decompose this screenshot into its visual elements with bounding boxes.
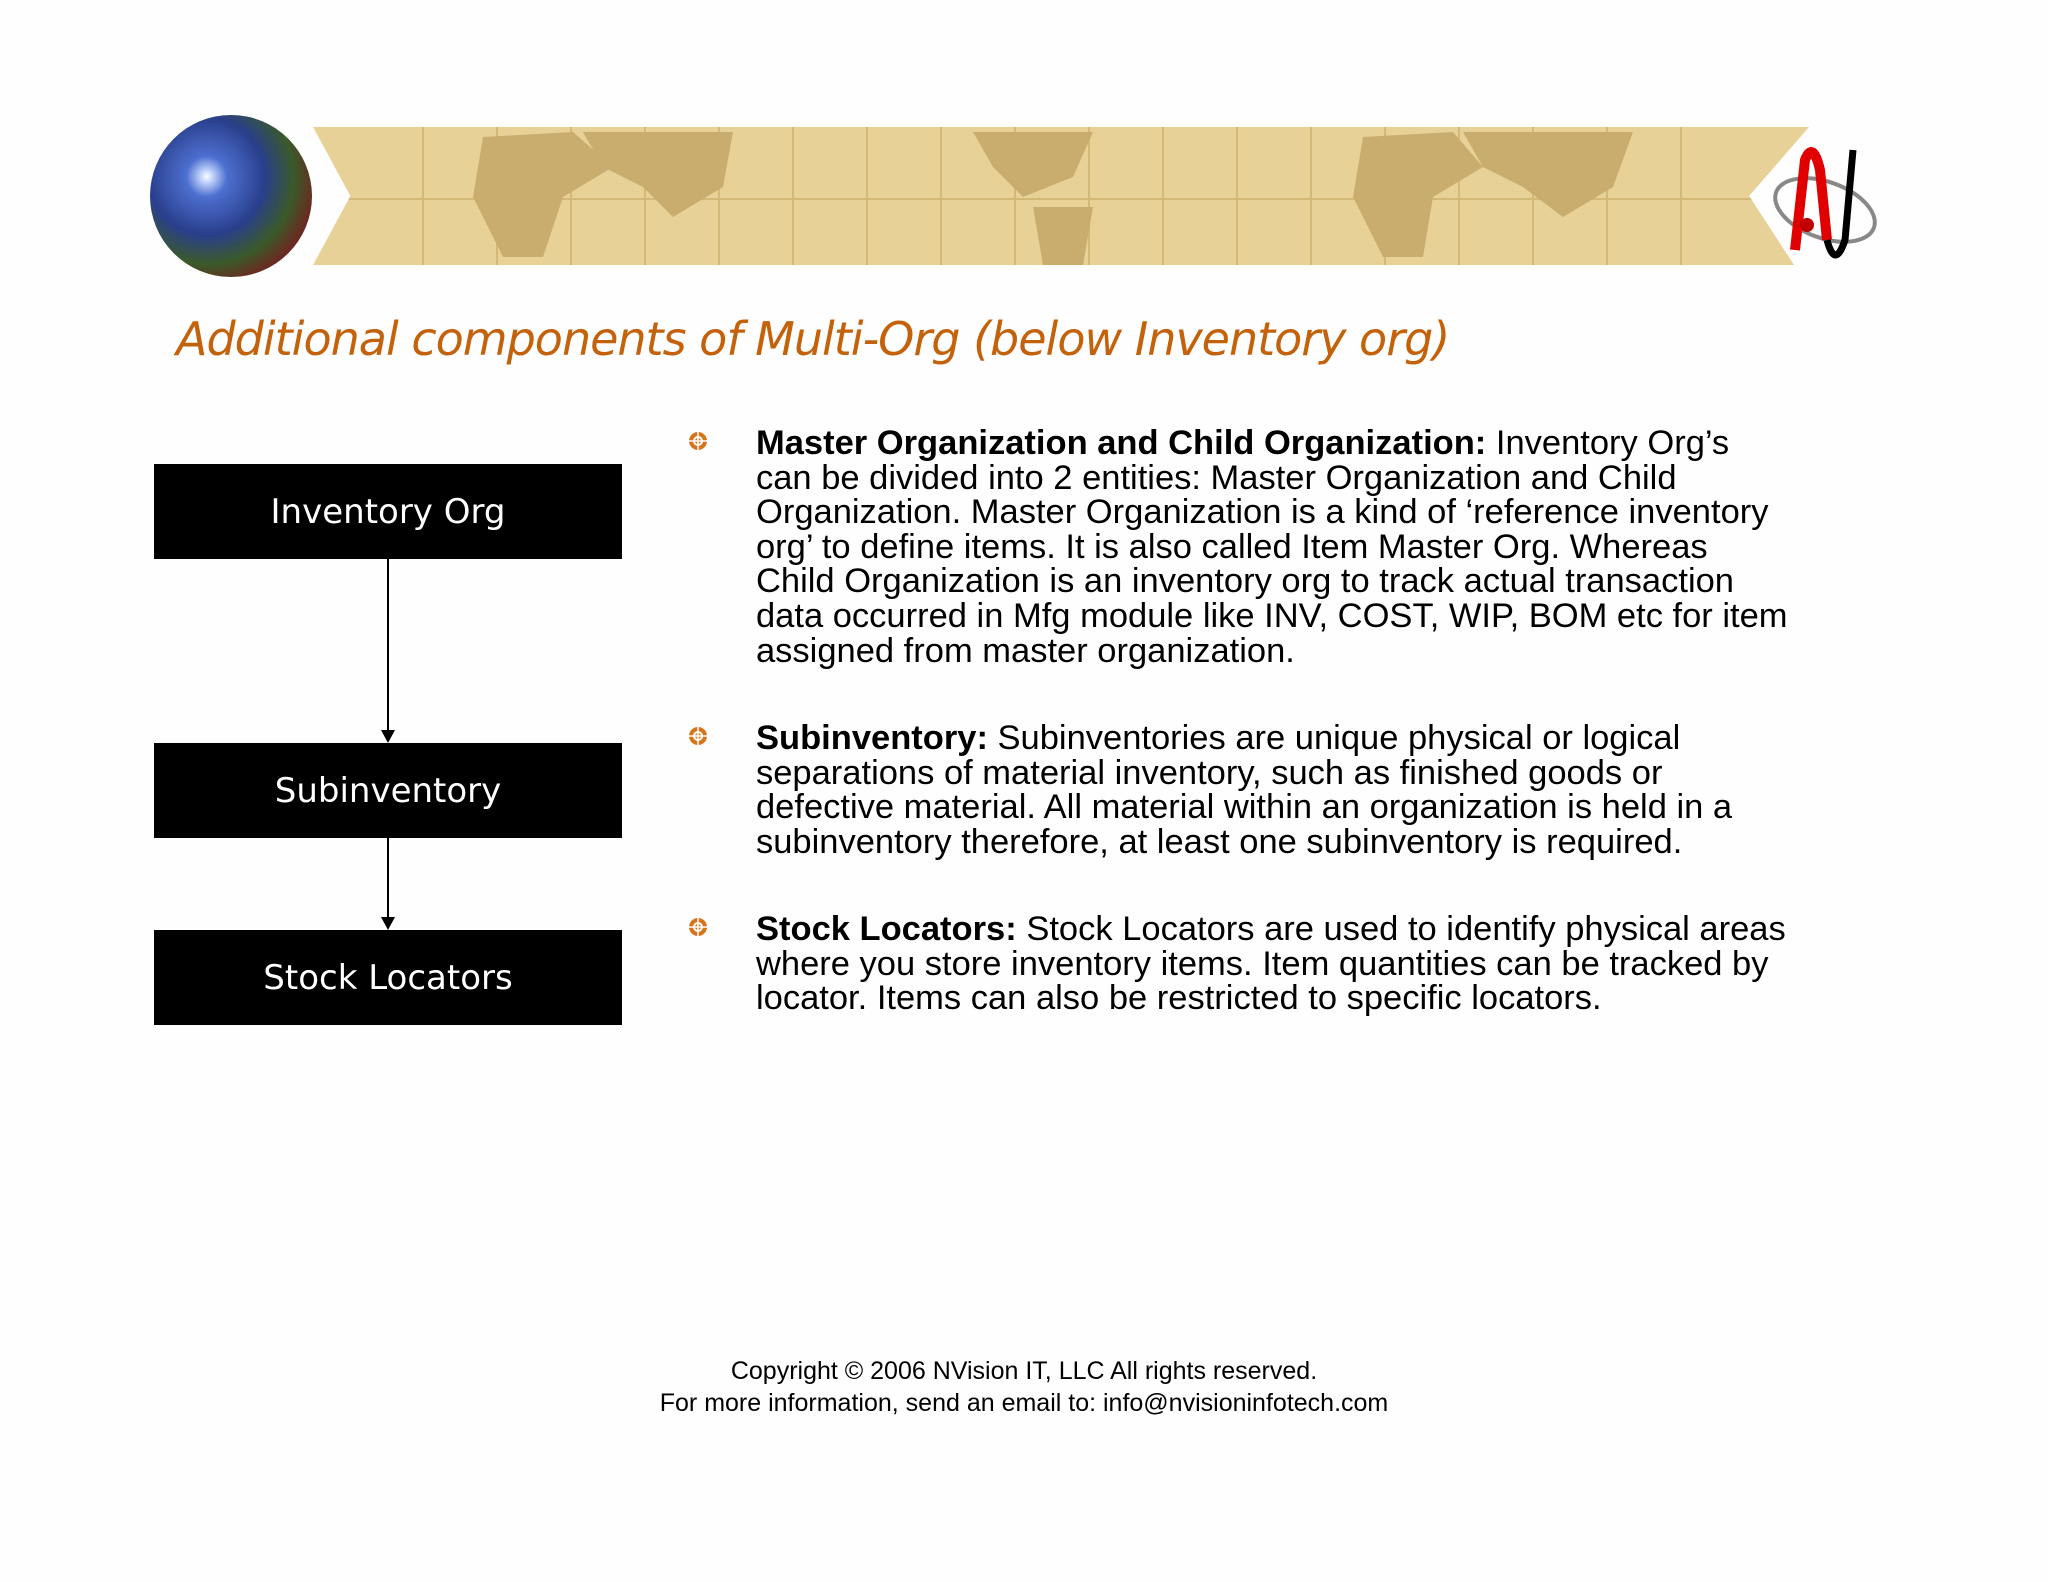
bullet-text: Organization. Master Organization is a kind of ‘reference inventory bbox=[756, 493, 1769, 532]
bullet-text: subinventory therefore, at least one subinventory is required. bbox=[756, 822, 1683, 861]
bullet-term: Subinventory: bbox=[756, 719, 988, 757]
bullet-text: where you store inventory items. Item quantities can be tracked by bbox=[756, 944, 1769, 983]
arrow-down-icon bbox=[381, 730, 395, 743]
bullet-text: Stock Locators are used to identify physical areas bbox=[1016, 910, 1786, 948]
bullet-text: Child Organization is an inventory org to track actual transaction bbox=[756, 562, 1734, 601]
diagram-box-inventory-org: Inventory Org bbox=[154, 464, 622, 559]
globe-image bbox=[150, 115, 312, 277]
page-title: Additional components of Multi-Org (below Inventory org) bbox=[176, 312, 1450, 366]
arrow-down-icon bbox=[381, 917, 395, 930]
bullet-term: Stock Locators: bbox=[756, 910, 1017, 948]
bullet-text: locator. Items can also be restricted to specific locators. bbox=[756, 979, 1602, 1018]
bullet-text: Subinventories are unique physical or logical bbox=[987, 719, 1681, 757]
bullet-stock-locators bbox=[756, 912, 1786, 1016]
nvision-logo-icon bbox=[1765, 130, 1885, 275]
bullet-text: assigned from master organization. bbox=[756, 631, 1295, 670]
bullet-icon bbox=[688, 431, 708, 451]
contact-text: For more information, send an email to: info@nvisioninfotech.com bbox=[659, 1389, 1389, 1417]
bullet-term: Master Organization and Child Organization: bbox=[756, 424, 1487, 462]
bullet-icon bbox=[688, 917, 708, 937]
connector-line bbox=[387, 837, 389, 917]
bullet-text: data occurred in Mfg module like INV, COST, WIP, BOM etc for item bbox=[756, 596, 1788, 635]
bullet-text: defective material. All material within an organization is held in a bbox=[756, 788, 1733, 827]
map-grid-icon bbox=[313, 127, 1809, 265]
world-map-banner bbox=[313, 127, 1809, 265]
bullet-icon bbox=[688, 726, 708, 746]
connector-line bbox=[387, 559, 389, 731]
bullet-text: org’ to define items. It is also called Item Master Org. Whereas bbox=[756, 527, 1708, 566]
bullet-subinventory bbox=[756, 721, 1732, 859]
bullet-master-organization bbox=[756, 426, 1788, 668]
bullet-text: separations of material inventory, such as finished goods or bbox=[756, 753, 1663, 792]
copyright-text: Copyright © 2006 NVision IT, LLC All rights reserved. bbox=[730, 1357, 1318, 1385]
bullet-text: can be divided into 2 entities: Master Organization and Child bbox=[756, 458, 1677, 497]
bullet-text: Inventory Org’s bbox=[1486, 424, 1730, 462]
diagram-box-stock-locators: Stock Locators bbox=[154, 930, 622, 1025]
diagram-box-subinventory: Subinventory bbox=[154, 743, 622, 838]
